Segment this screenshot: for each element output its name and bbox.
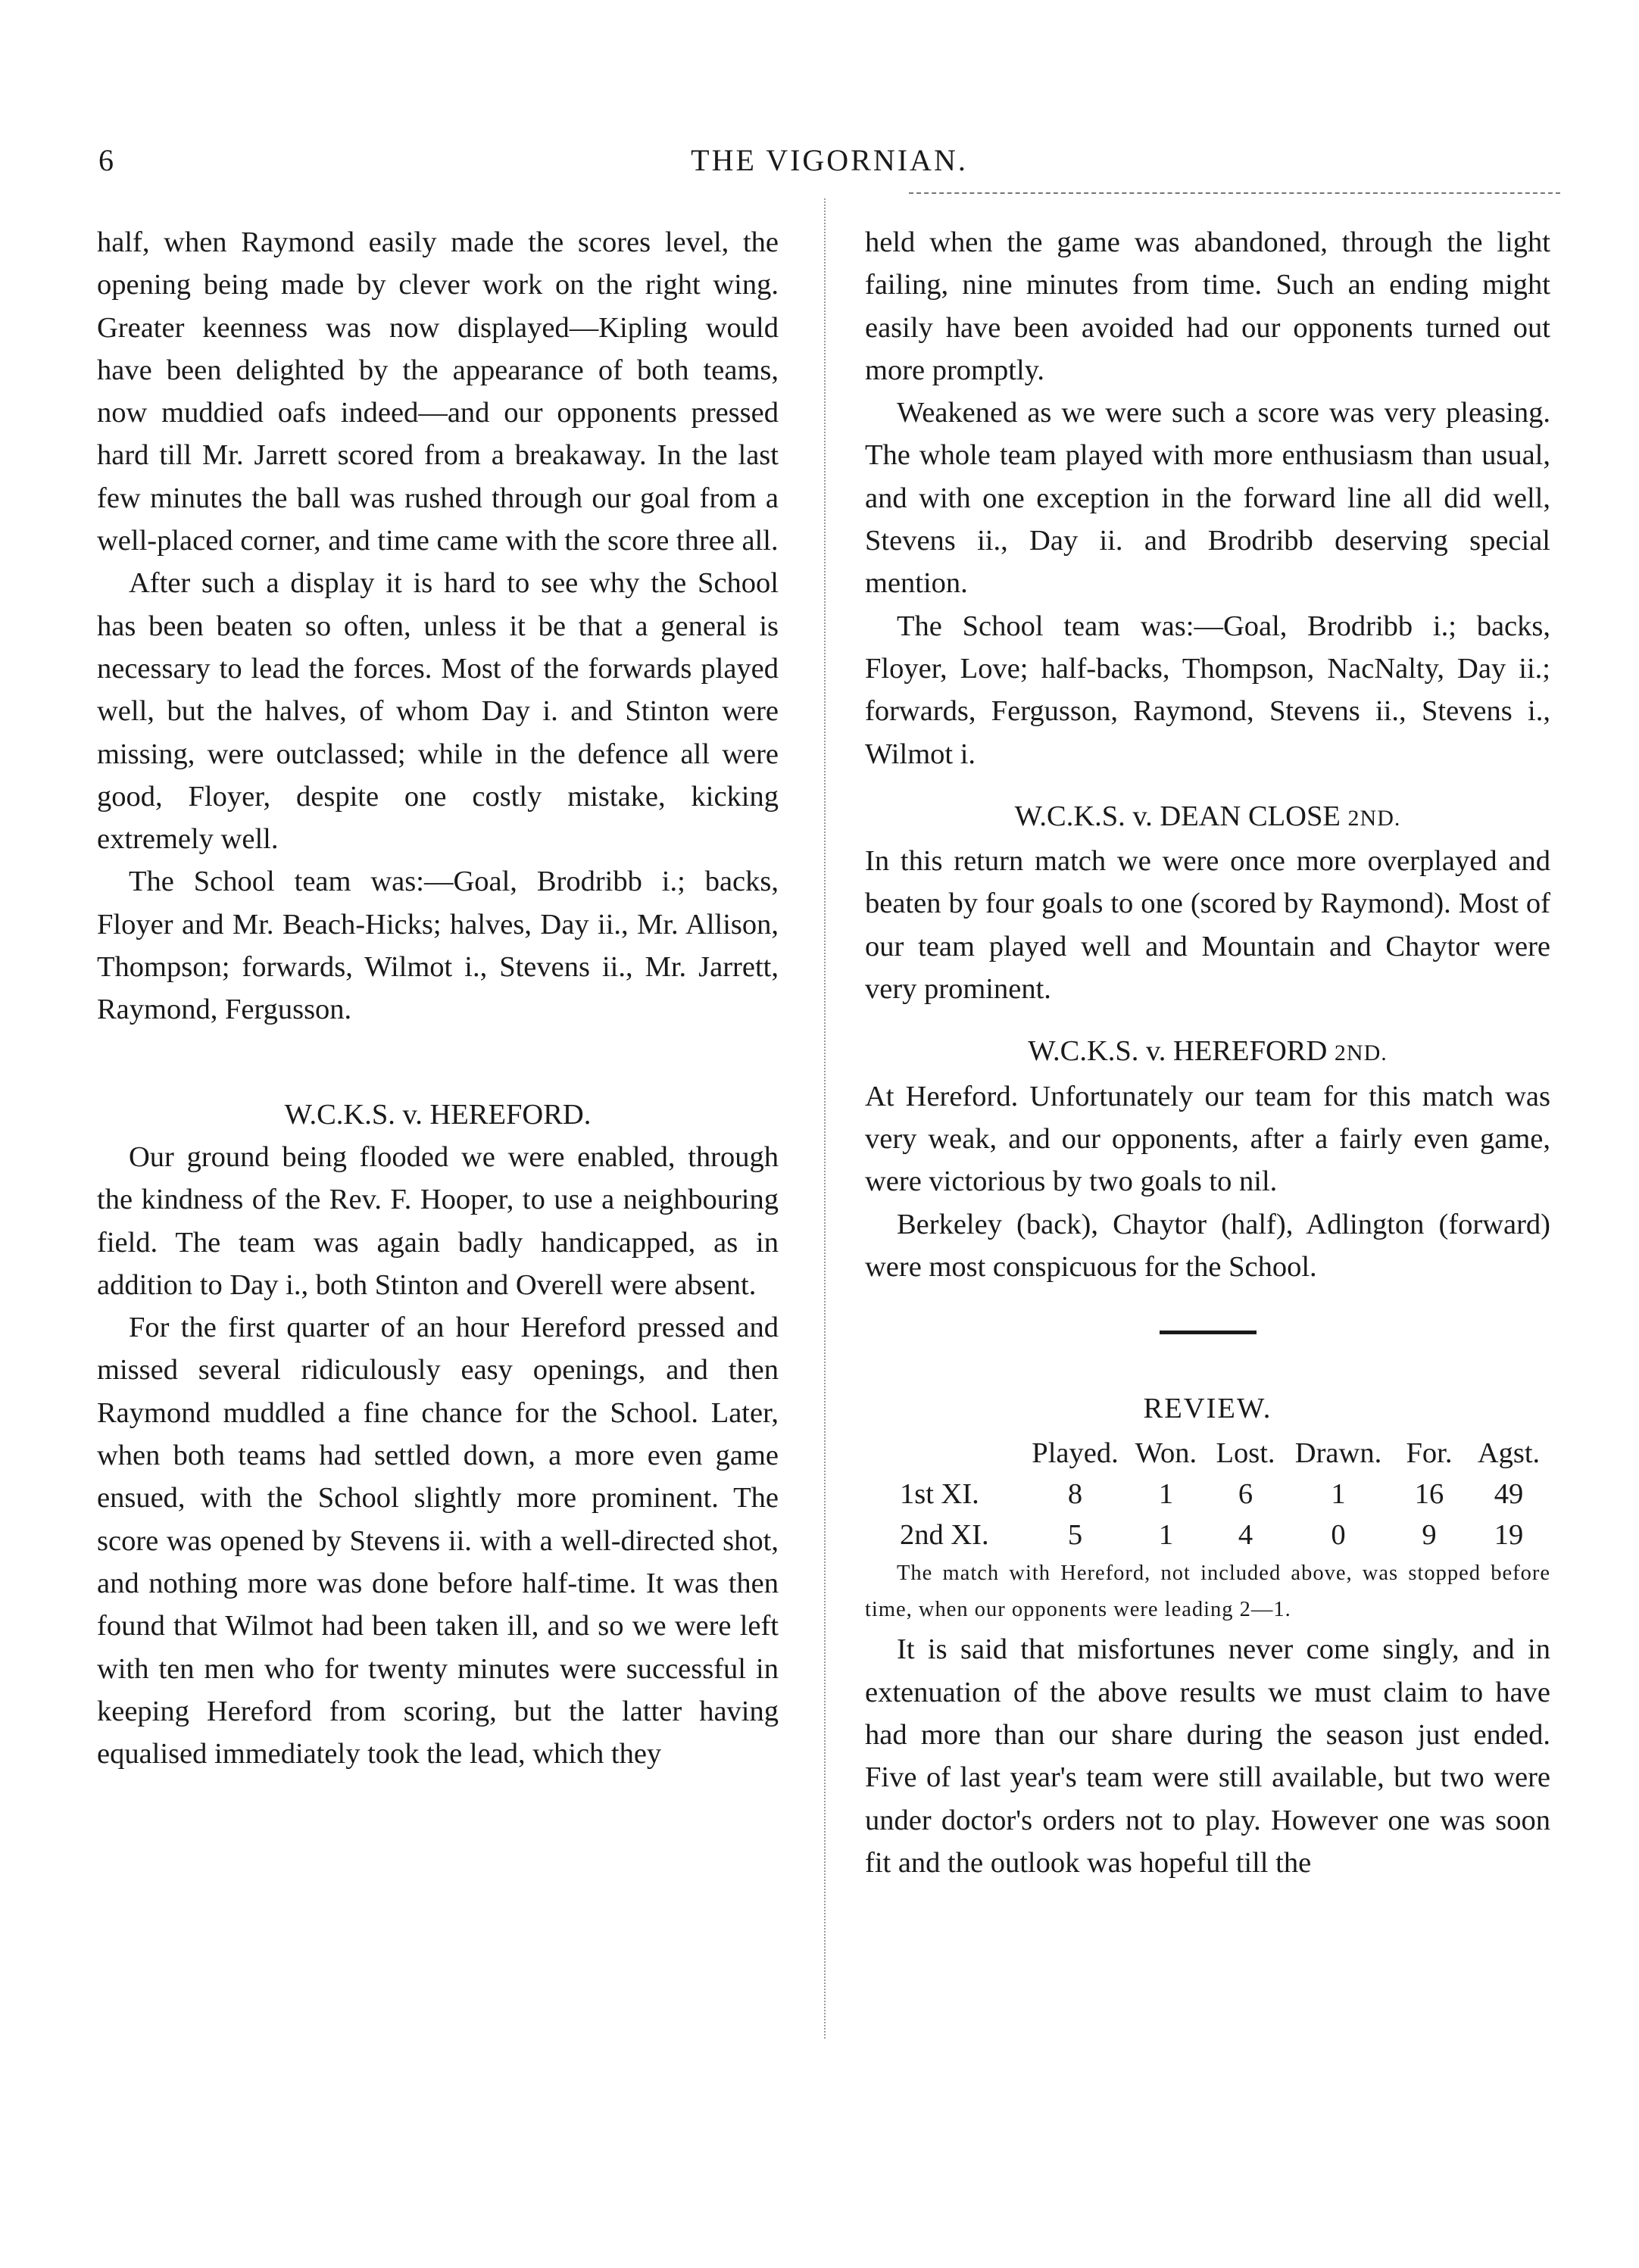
table-cell: 9	[1422, 1519, 1437, 1552]
table-row	[865, 1474, 1550, 1515]
paragraph: At Hereford. Unfortunately our team for this match was very weak, and our opponents, after a fairly even game, were victorious by two goals to nil.	[865, 1080, 1550, 1198]
table-cell: 5	[1067, 1519, 1083, 1552]
header-rule	[909, 192, 1560, 194]
header-cell: Lost.	[1216, 1437, 1275, 1470]
paragraph: held when the game was abandoned, through the light failing, nine minutes from time. Such an ending might easily have been avoided had our opponents turned out more promptly.	[865, 226, 1550, 386]
heading-suffix: 2ND.	[1334, 1040, 1388, 1066]
heading-text: W.C.K.S. v. DEAN CLOSE	[1014, 800, 1341, 832]
section-heading: W.C.K.S. v. HEREFORD.	[284, 1098, 592, 1131]
heading-suffix: 2ND.	[1347, 805, 1401, 831]
paragraph: In this return match we were once more overplayed and beaten by four goals to one (scored by Raymond). Most of our team played well and Mountain and Chaytor were very prominent.	[865, 845, 1550, 1006]
page-header	[98, 142, 1560, 188]
paragraph: It is said that misfortunes never come singly, and in extenuation of the above results we must claim to have had more than our share during the season just ended. Five of last year's team were still available, but two were under doctor's orders not to play. However one was soon fit and the outlook was hopeful till the	[865, 1633, 1550, 1879]
paragraph: The School team was:—Goal, Brodribb i.; backs, Floyer, Love; half-backs, Thompson, NacNalty, Day ii.; forwards, Fergusson, Raymond, Stevens ii., Stevens i., Wilmot i.	[865, 610, 1550, 770]
section-heading: REVIEW.	[1143, 1393, 1272, 1425]
review-note: The match with Hereford, not included above, was stopped before time, when our opponents were leading 2—1.	[865, 1561, 1550, 1622]
paragraph: Our ground being flooded we were enabled, through the kindness of the Rev. F. Hooper, to use a neighbouring field. The team was again badly handicapped, as in addition to Day i., both Stinton and Overell were absent.	[97, 1140, 779, 1301]
running-title: THE VIGORNIAN.	[691, 143, 968, 177]
left-column	[97, 221, 779, 1775]
paragraph: Berkeley (back), Chaytor (half), Adlington (forward) were most conspicuous for the School.	[865, 1208, 1550, 1283]
table-cell: 0	[1331, 1519, 1346, 1552]
page-number: 6	[98, 143, 114, 177]
table-cell: 1	[1158, 1519, 1174, 1552]
header-cell: Played.	[1032, 1437, 1119, 1470]
table-cell: 16	[1414, 1478, 1444, 1511]
table-row	[865, 1515, 1550, 1555]
table-cell: 19	[1494, 1519, 1524, 1552]
table-cell: 1	[1158, 1478, 1174, 1511]
paragraph: half, when Raymond easily made the scores level, the opening being made by clever work on the right wing. Greater keenness was now displayed—Kipling would have been delighted by the appearance of both teams, now muddied oafs indeed—and our opponents pressed hard till Mr. Jarrett scored from a breakaway. In the last few minutes the ball was rushed through our goal from a well-placed corner, and time came with the score three all.	[97, 226, 779, 557]
paragraph: Weakened as we were such a score was very pleasing. The whole team played with more enthusiasm than usual, and with one exception in the forward line all did well, Stevens ii., Day ii. and Brodribb deserving special mention.	[865, 397, 1550, 600]
team-cell: 2nd XI.	[900, 1519, 989, 1552]
review-table	[865, 1433, 1550, 1555]
team-cell: 1st XI.	[900, 1478, 979, 1511]
paragraph: The School team was:—Goal, Brodribb i.; backs, Floyer and Mr. Beach-Hicks; halves, Day ii., Mr. Allison, Thompson; forwards, Wilmot i., Stevens ii., Mr. Jarrett, Raymond, Fergusson.	[97, 866, 779, 1026]
table-cell: 1	[1331, 1478, 1346, 1511]
header-cell: Agst.	[1477, 1437, 1541, 1470]
header-cell	[865, 1433, 1024, 1474]
paragraph: For the first quarter of an hour Hereford pressed and missed several ridiculously easy openings, and then Raymond muddled a fine chance for the School. Later, when both teams had settled down, a more even game ensued, with the School slightly more prominent. The score was opened by Stevens ii. with a well-directed shot, and nothing more was done before half-time. It was then found that Wilmot had been taken ill, and so we were left with ten men who for twenty minutes were successful in keeping Hereford from scoring, but the latter having equalised immediately took the lead, which they	[97, 1312, 779, 1770]
section-heading	[865, 1030, 1550, 1075]
heading-text: W.C.K.S. v. HEREFORD	[1028, 1035, 1328, 1068]
right-column	[865, 221, 1550, 1884]
section-heading	[865, 795, 1550, 840]
table-cell: 4	[1238, 1519, 1253, 1552]
header-cell: Drawn.	[1294, 1437, 1382, 1470]
section-divider	[1160, 1331, 1257, 1334]
table-cell: 49	[1494, 1478, 1524, 1511]
column-divider	[824, 198, 826, 2039]
table-cell: 8	[1067, 1478, 1083, 1511]
table-header-row	[865, 1433, 1550, 1474]
paragraph: After such a display it is hard to see why the School has been beaten so often, unless it be that a general is necessary to lead the forces. Most of the forwards played well, but the halves, of whom Day i. and Stinton were missing, were outclassed; while in the defence all were good, Floyer, despite one costly mistake, kicking extremely well.	[97, 567, 779, 856]
table-cell: 6	[1238, 1478, 1253, 1511]
header-cell: For.	[1406, 1437, 1453, 1470]
header-cell: Won.	[1135, 1437, 1197, 1470]
